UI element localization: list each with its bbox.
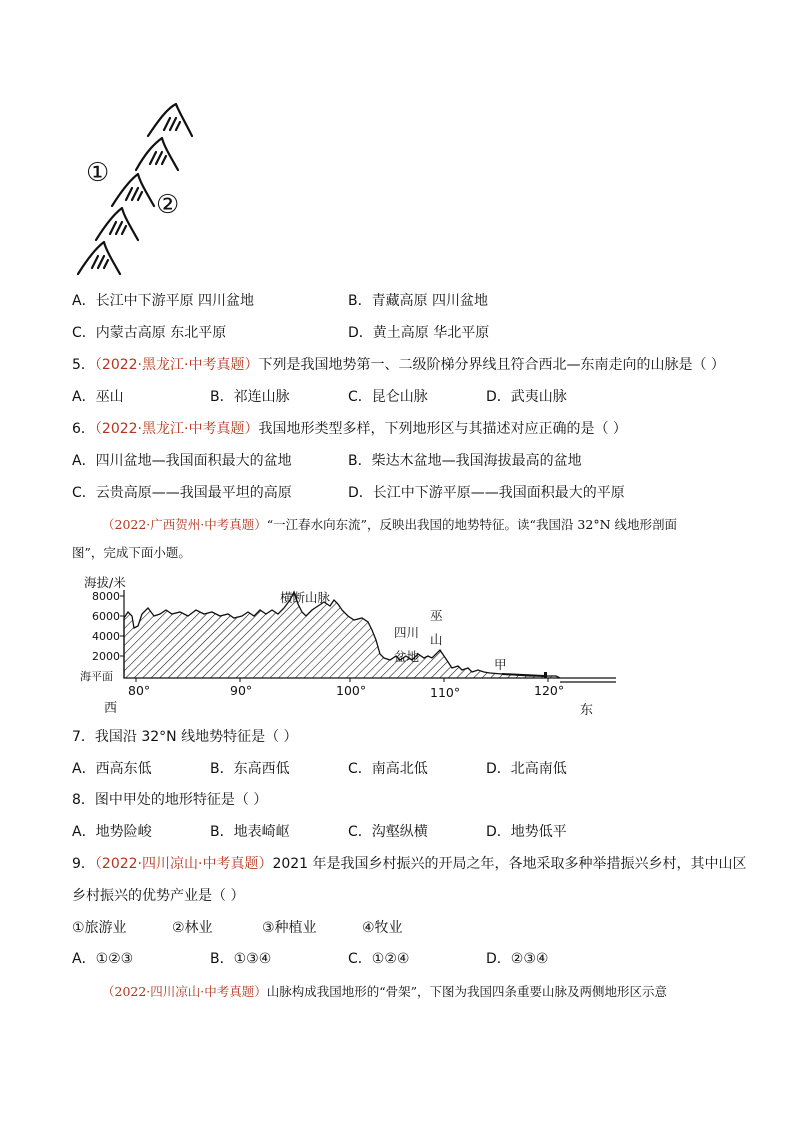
q6-option-c[interactable]: C．云贵高原——我国最平坦的高原	[72, 485, 292, 501]
q8-option-a[interactable]: A．地势险峻	[72, 824, 152, 840]
q4-option-d[interactable]: D．黄土高原 华北平原	[348, 325, 490, 341]
q8-option-b[interactable]: B．地表崎岖	[210, 824, 290, 840]
sichuan-label-2: 盆地	[394, 649, 420, 664]
q7-option-a[interactable]: A．西高东低	[72, 761, 152, 777]
q9-option-c[interactable]: C．①②④	[348, 951, 410, 967]
marker-1: ①	[86, 158, 110, 188]
y-tick-2000: 2000	[92, 650, 120, 663]
q6-source: （2022·黑龙江·中考真题）	[94, 421, 259, 437]
q9-option-a[interactable]: A．①②③	[72, 951, 134, 967]
sea-level-label: 海平面	[80, 670, 113, 683]
q8-stem: 8．图中甲处的地形特征是（ ）	[72, 792, 268, 808]
q5-option-d[interactable]: D．武夷山脉	[486, 389, 567, 405]
q7-option-d[interactable]: D．北高南低	[486, 761, 567, 777]
q7-option-c[interactable]: C．南高北低	[348, 761, 428, 777]
sichuan-label-1: 四川	[394, 625, 420, 640]
y-tick-8000: 8000	[92, 590, 120, 603]
terrain-profile-figure	[72, 570, 632, 720]
wushan-label-1: 巫	[430, 608, 443, 623]
east-label: 东	[580, 703, 594, 718]
wushan-label-2: 山	[430, 632, 443, 647]
intro-2-line-1: （2022·四川凉山·中考真题）山脉构成我国地形的“骨架”，下图为我国四条重要山脉及两侧地形区示意	[102, 984, 668, 999]
q5-option-a[interactable]: A．巫山	[72, 389, 124, 405]
q6-option-d[interactable]: D．长江中下游平原——我国面积最大的平原	[348, 485, 625, 501]
y-tick-4000: 4000	[92, 630, 120, 643]
mountain-range-drawing	[72, 100, 212, 280]
intro-1-line-1: （2022·广西贺州·中考真题）“一江春水向东流”，反映出我国的地势特征。读“我国沿 32°N 线地形剖面	[102, 517, 677, 532]
west-label: 西	[104, 701, 118, 716]
q9-source: （2022·四川凉山·中考真题）	[94, 856, 273, 872]
q7-stem: 7．我国沿 32°N 线地势特征是（ ）	[72, 729, 298, 745]
q9-item-1: ①旅游业	[72, 920, 127, 936]
intro-1-line-2: 图”，完成下面小题。	[72, 545, 191, 560]
hengduan-label: 横断山脉	[280, 590, 331, 605]
q9-option-d[interactable]: D．②③④	[486, 951, 549, 967]
q9-item-4: ④牧业	[362, 920, 403, 936]
q9-item-2: ②林业	[172, 920, 213, 936]
y-axis-label: 海拔/米	[84, 575, 126, 590]
q6-stem: 6．（2022·黑龙江·中考真题）我国地形类型多样，下列地形区与其描述对应正确的是（ ）	[72, 421, 627, 437]
x-tick-90: 90°	[230, 683, 253, 698]
q9-item-3: ③种植业	[262, 920, 317, 936]
q4-option-a[interactable]: A．长江中下游平原 四川盆地	[72, 293, 255, 309]
intro-2-source: （2022·四川凉山·中考真题）	[102, 984, 267, 999]
intro-1-source: （2022·广西贺州·中考真题）	[102, 517, 267, 532]
q5-option-b[interactable]: B．祁连山脉	[210, 389, 290, 405]
q5-source: （2022·黑龙江·中考真题）	[94, 357, 259, 373]
q9-stem: 9．（2022·四川凉山·中考真题）2021 年是我国乡村振兴的开局之年，各地采取多种举措振兴乡村，其中山区	[72, 856, 747, 872]
marker-2: ②	[156, 190, 180, 220]
jia-label: 甲	[494, 657, 507, 672]
x-tick-120: 120°	[534, 683, 565, 698]
q9-stem-line-2: 乡村振兴的优势产业是（ ）	[72, 888, 245, 904]
x-tick-80: 80°	[128, 683, 151, 698]
q8-option-d[interactable]: D．地势低平	[486, 824, 567, 840]
q5-stem: 5．（2022·黑龙江·中考真题）下列是我国地势第一、二级阶梯分界线且符合西北—东南走向的山脉是（ ）	[72, 357, 725, 373]
q4-option-c[interactable]: C．内蒙古高原 东北平原	[72, 325, 227, 341]
q6-option-b[interactable]: B．柴达木盆地—我国海拔最高的盆地	[348, 453, 582, 469]
q4-option-b[interactable]: B．青藏高原 四川盆地	[348, 293, 489, 309]
q6-option-a[interactable]: A．四川盆地—我国面积最大的盆地	[72, 453, 292, 469]
x-tick-100: 100°	[336, 683, 367, 698]
q5-option-c[interactable]: C．昆仑山脉	[348, 389, 428, 405]
x-tick-110: 110°	[430, 685, 461, 700]
mountain-figure	[72, 100, 212, 280]
q7-option-b[interactable]: B．东高西低	[210, 761, 290, 777]
y-tick-6000: 6000	[92, 610, 120, 623]
q9-option-b[interactable]: B．①③④	[210, 951, 272, 967]
q8-option-c[interactable]: C．沟壑纵横	[348, 824, 428, 840]
